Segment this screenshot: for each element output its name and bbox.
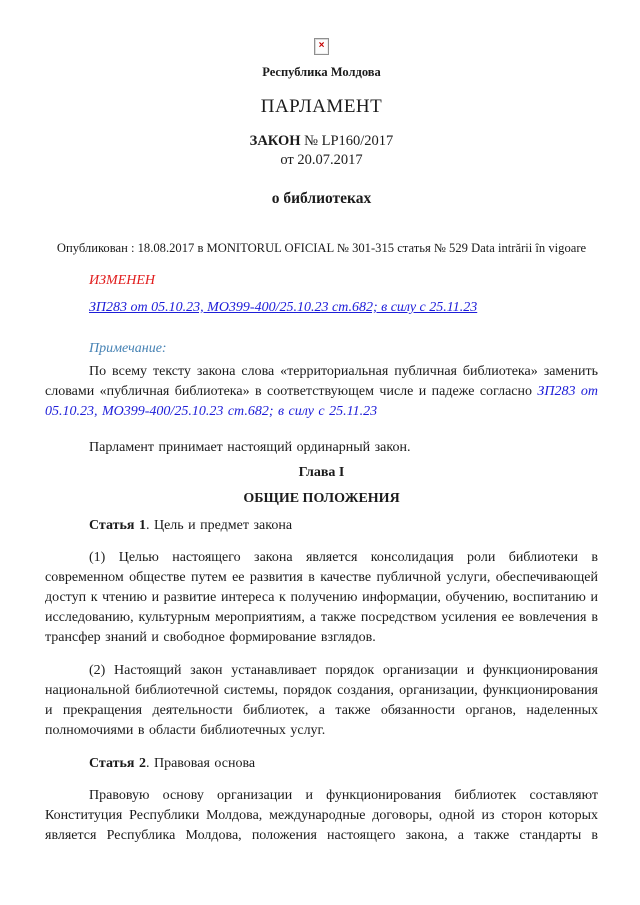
preamble-paragraph: Парламент принимает настоящий ординарный закон. — [89, 440, 411, 455]
broken-image-icon: × — [314, 38, 329, 55]
article-1-label: Статья 1 — [89, 518, 146, 533]
article-1-heading — [45, 516, 598, 536]
law-type-label: ЗАКОН — [249, 133, 301, 149]
amended-status-label: ИЗМЕНЕН — [89, 273, 156, 288]
amendment-link[interactable]: ЗП283 от 05.10.23, МО399-400/25.10.23 ст.682; в силу с 25.11.23 — [89, 300, 478, 315]
article-2-paragraph-1: Правовую основу организации и функционирования библиотек составляют Конституция Республики Молдова, международные договоры, одной из сторон которых является Республика Молдова, положения настоящего закона, а также стандарты в — [45, 788, 598, 843]
note-inline-amendment-link[interactable]: ЗП283 от 05.10.23, МО399-400/25.10.23 ст.682; в силу с 25.11.23 — [45, 384, 598, 419]
country-title: Республика Молдова — [262, 65, 381, 79]
article-1-paragraph-2: (2) Настоящий закон устанавливает порядок организации и функционирования национальной библиотечной системы, порядок создания, организации, функционирования и прекращения деятельности библиотек, а также обязанности органов, наделенных полномочиями в области библиотечных услуг. — [45, 663, 598, 738]
chapter-number-heading: Глава I — [298, 465, 345, 480]
institution-title: ПАРЛАМЕНТ — [260, 96, 383, 117]
amendment-link-row — [89, 300, 598, 316]
article-1-paragraph-1: (1) Целью настоящего закона является консолидация роли библиотеки в современном обществе путем ее развития в качестве публичной услуги, обеспечивающей доступ к чтению и развитие интереса к получению информации, обучению, воспитанию и исследованию, культурным мероприятиям, а также посредством усиления ее вовлечения в трансфер знаний и свободное формирование взглядов. — [45, 550, 598, 645]
article-1-title: . Цель и предмет закона — [145, 518, 293, 533]
law-date: от 20.07.2017 — [280, 152, 363, 168]
note-paragraph — [45, 362, 598, 422]
article-2-label: Статья 2 — [89, 756, 146, 771]
law-number: № LP160/2017 — [300, 133, 394, 149]
document-subject-title: о библиотеках — [271, 190, 372, 207]
masthead-emblem-row — [45, 38, 598, 56]
chapter-title-heading: ОБЩИЕ ПОЛОЖЕНИЯ — [243, 491, 400, 506]
article-2-heading — [45, 754, 598, 774]
publication-line: Опубликован : 18.08.2017 в MONITORUL OFICIAL № 301-315 статья № 529 Data intrării în vigoare — [56, 241, 587, 255]
article-2-title: . Правовая основа — [145, 756, 256, 771]
law-number-line — [45, 133, 598, 150]
note-label: Примечание: — [89, 341, 167, 356]
note-paragraph-text: По всему тексту закона слова «территориальная публичная библиотека» заменить словами «публичная библиотека» в соответствующем числе и падеже согласно — [45, 364, 598, 399]
